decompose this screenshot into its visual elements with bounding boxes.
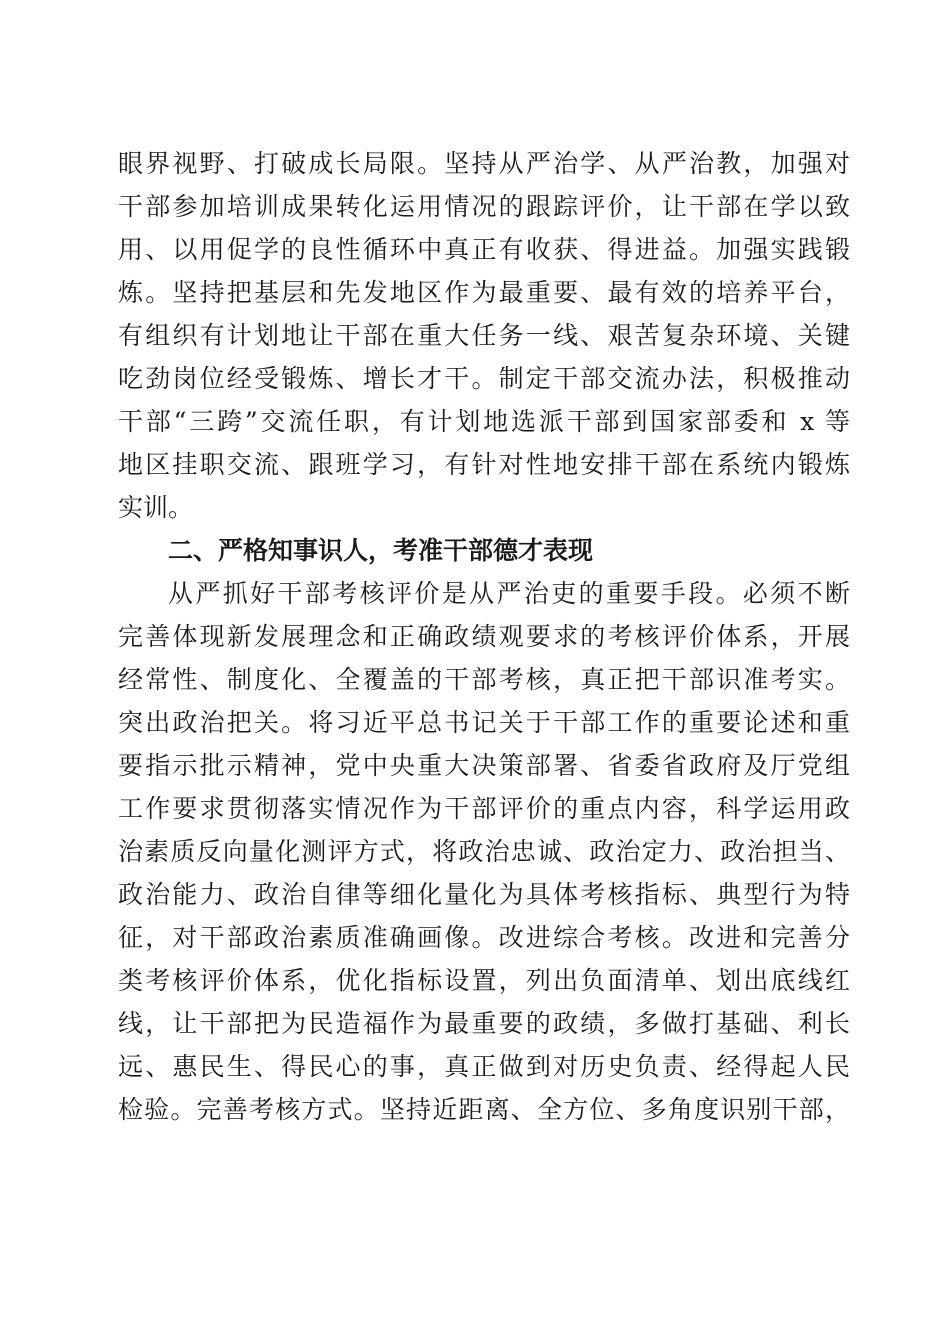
paragraph-line: 类考核评价体系，优化指标设置，列出负面清单、划出底线红 — [118, 966, 850, 995]
paragraph-line: 征，对干部政治素质准确画像。改进综合考核。改进和完善分 — [118, 923, 850, 952]
paragraph-line: 线，让干部把为民造福作为最重要的政绩，多做打基础、利长 — [118, 1009, 850, 1038]
paragraph-line: 用、以用促学的良性循环中真正有收获、得进益。加强实践锻 — [118, 235, 850, 264]
paragraph-line: 眼界视野、打破成长局限。坚持从严治学、从严治教，加强对 — [118, 149, 850, 178]
paragraph-line: 吃劲岗位经受锻炼、增长才干。制定干部交流办法，积极推动 — [118, 364, 850, 393]
paragraph-line: 地区挂职交流、跟班学习，有针对性地安排干部在系统内锻炼 — [118, 450, 850, 479]
document-body — [118, 142, 850, 1131]
paragraph-line: 检验。完善考核方式。坚持近距离、全方位、多角度识别干部， — [118, 1095, 850, 1124]
paragraph-line: 治素质反向量化测评方式，将政治忠诚、政治定力、政治担当、 — [118, 837, 850, 866]
section-heading: 二、严格知事识人，考准干部德才表现 — [168, 536, 594, 565]
paragraph-line: 炼。坚持把基层和先发地区作为最重要、最有效的培养平台， — [118, 278, 850, 307]
paragraph-line: 有组织有计划地让干部在重大任务一线、艰苦复杂环境、关键 — [118, 321, 850, 350]
paragraph-line: 实训。 — [118, 493, 194, 522]
paragraph-line: 远、惠民生、得民心的事，真正做到对历史负责、经得起人民 — [118, 1052, 850, 1081]
paragraph-line: 从严抓好干部考核评价是从严治吏的重要手段。必须不断 — [168, 579, 850, 608]
paragraph-line: 突出政治把关。将习近平总书记关于干部工作的重要论述和重 — [118, 708, 850, 737]
paragraph-line: 经常性、制度化、全覆盖的干部考核，真正把干部识准考实。 — [118, 665, 850, 694]
paragraph-line: 工作要求贯彻落实情况作为干部评价的重点内容，科学运用政 — [118, 794, 850, 823]
paragraph-line: 完善体现新发展理念和正确政绩观要求的考核评价体系，开展 — [118, 622, 850, 651]
paragraph-line: 干部参加培训成果转化运用情况的跟踪评价，让干部在学以致 — [118, 192, 850, 221]
paragraph-line: 要指示批示精神，党中央重大决策部署、省委省政府及厅党组 — [118, 751, 850, 780]
paragraph-line: 政治能力、政治自律等细化量化为具体考核指标、典型行为特 — [118, 880, 850, 909]
paragraph-line: 干部“三跨”交流任职，有计划地选派干部到国家部委和 x 等 — [118, 407, 850, 436]
